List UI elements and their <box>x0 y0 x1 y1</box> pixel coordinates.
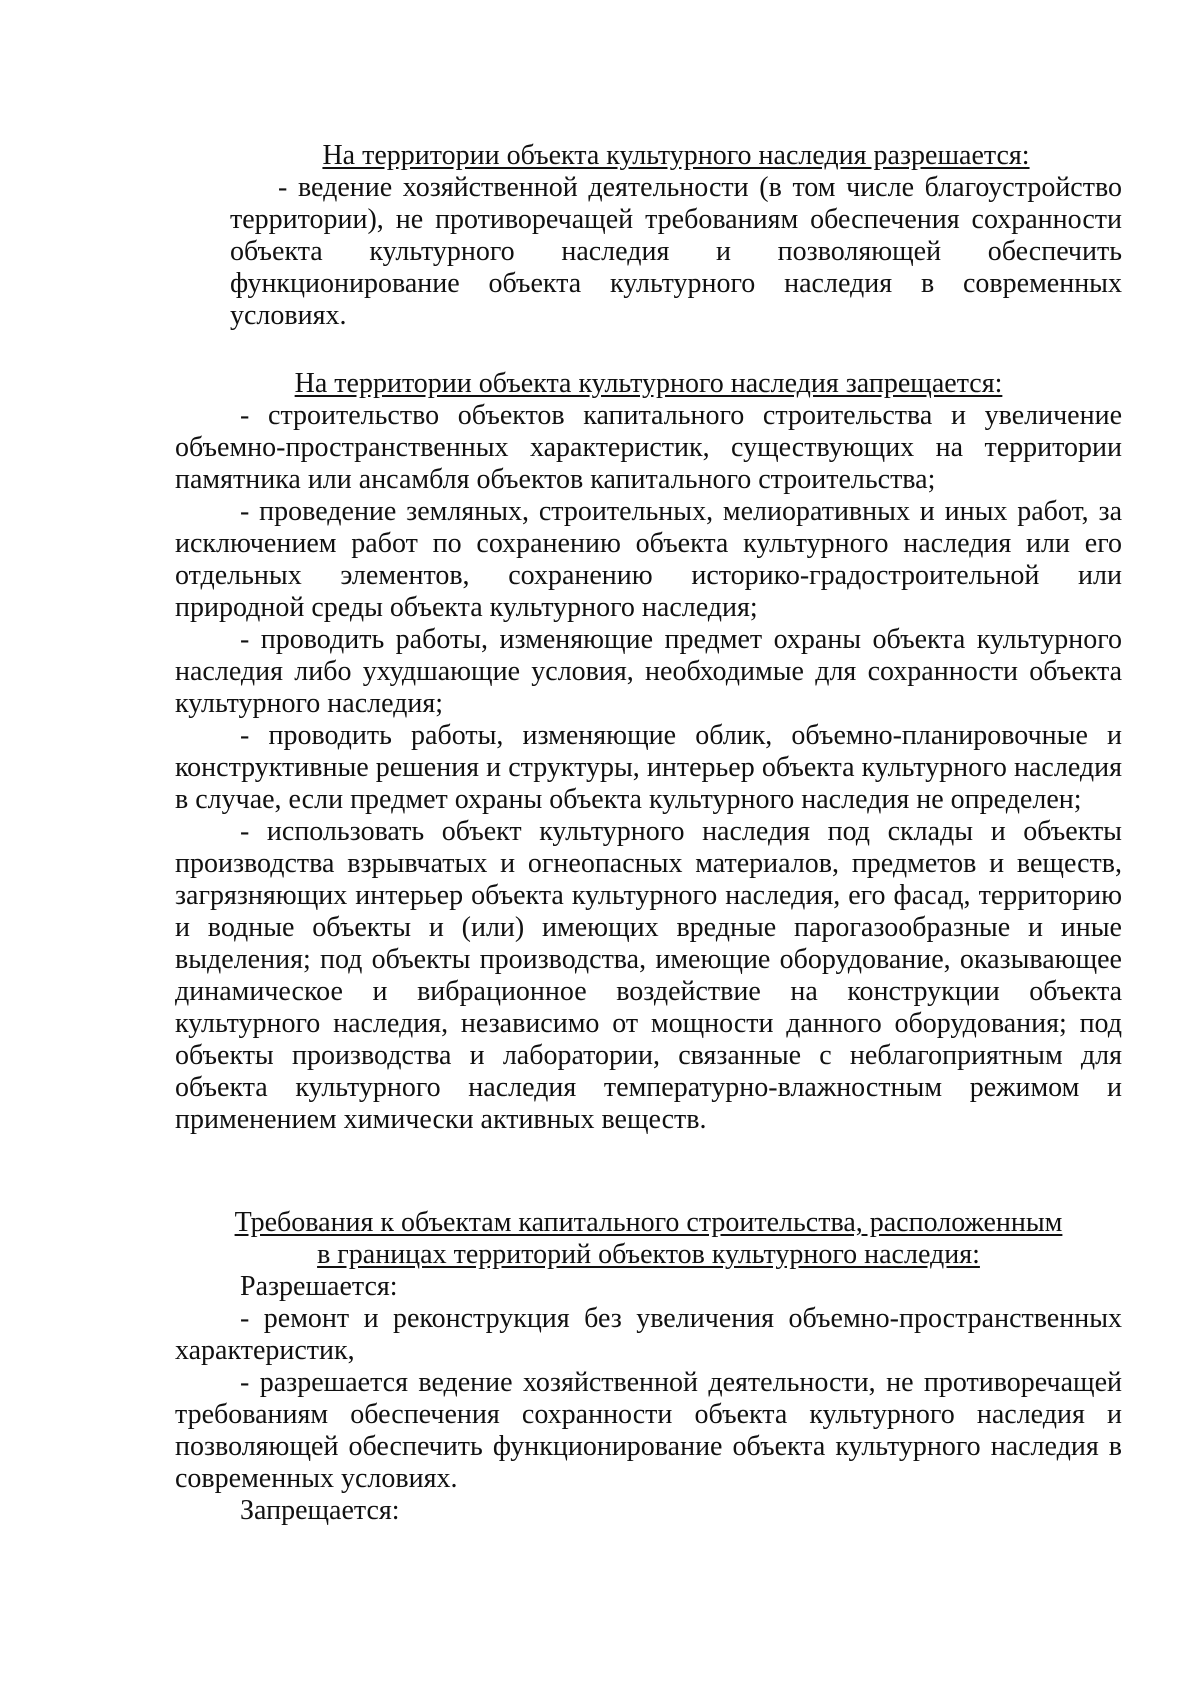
section-heading-line-2: в границах территорий объектов культурного наследия: <box>317 1239 980 1270</box>
section-heading: На территории объекта культурного наследия запрещается: <box>294 368 1003 399</box>
list-item: - строительство объектов капитального строительства и увеличение объемно-пространственных характеристик, существующих на территории памятника или ансамбля объектов капитального строительства; <box>175 400 1122 495</box>
section-forbidden-territory <box>175 368 1122 1136</box>
list-item: - ремонт и реконструкция без увеличения объемно-пространственных характеристик, <box>175 1303 1122 1366</box>
list-item: - ведение хозяйственной деятельности (в том числе благоустройство территории), не противоречащей требованиям обеспечения сохранности объекта культурного наследия и позволяющей обеспечить функционирование объекта культурного наследия в современных условиях. <box>230 172 1122 331</box>
section-construction-requirements <box>175 1207 1122 1527</box>
forbidden-label: Запрещается: <box>240 1495 400 1526</box>
section-allowed-territory <box>230 140 1122 332</box>
list-item: - разрешается ведение хозяйственной деятельности, не противоречащей требованиям обеспечения сохранности объекта культурного наследия и позволяющей обеспечить функционирование объекта культурного наследия в современных условиях. <box>175 1367 1122 1494</box>
list-item: - проводить работы, изменяющие облик, объемно-планировочные и конструктивные решения и структуры, интерьер объекта культурного наследия в случае, если предмет охраны объекта культурного наследия не определен; <box>175 720 1122 815</box>
list-item: - проведение земляных, строительных, мелиоративных и иных работ, за исключением работ по сохранению объекта культурного наследия или его отдельных элементов, сохранению историко-градостроительной или природной среды объекта культурного наследия; <box>175 496 1122 623</box>
list-item: - проводить работы, изменяющие предмет охраны объекта культурного наследия либо ухудшающие условия, необходимые для сохранности объекта культурного наследия; <box>175 624 1122 719</box>
section-heading: На территории объекта культурного наследия разрешается: <box>322 140 1030 171</box>
section-heading-line-1: Требования к объектам капитального строительства, расположенным <box>234 1207 1063 1238</box>
list-item: - использовать объект культурного наследия под склады и объекты производства взрывчатых и огнеопасных материалов, предметов и веществ, загрязняющих интерьер объекта культурного наследия, его фасад, территорию и водные объекты и (или) имеющих вредные парогазообразные и иные выделения; под объекты производства, имеющие оборудование, оказывающее динамическое и вибрационное воздействие на конструкции объекта культурного наследия, независимо от мощности данного оборудования; под объекты производства и лаборатории, связанные с неблагоприятным для объекта культурного наследия температурно-влажностным режимом и применением химически активных веществ. <box>175 816 1122 1135</box>
allowed-label: Разрешается: <box>240 1271 398 1302</box>
